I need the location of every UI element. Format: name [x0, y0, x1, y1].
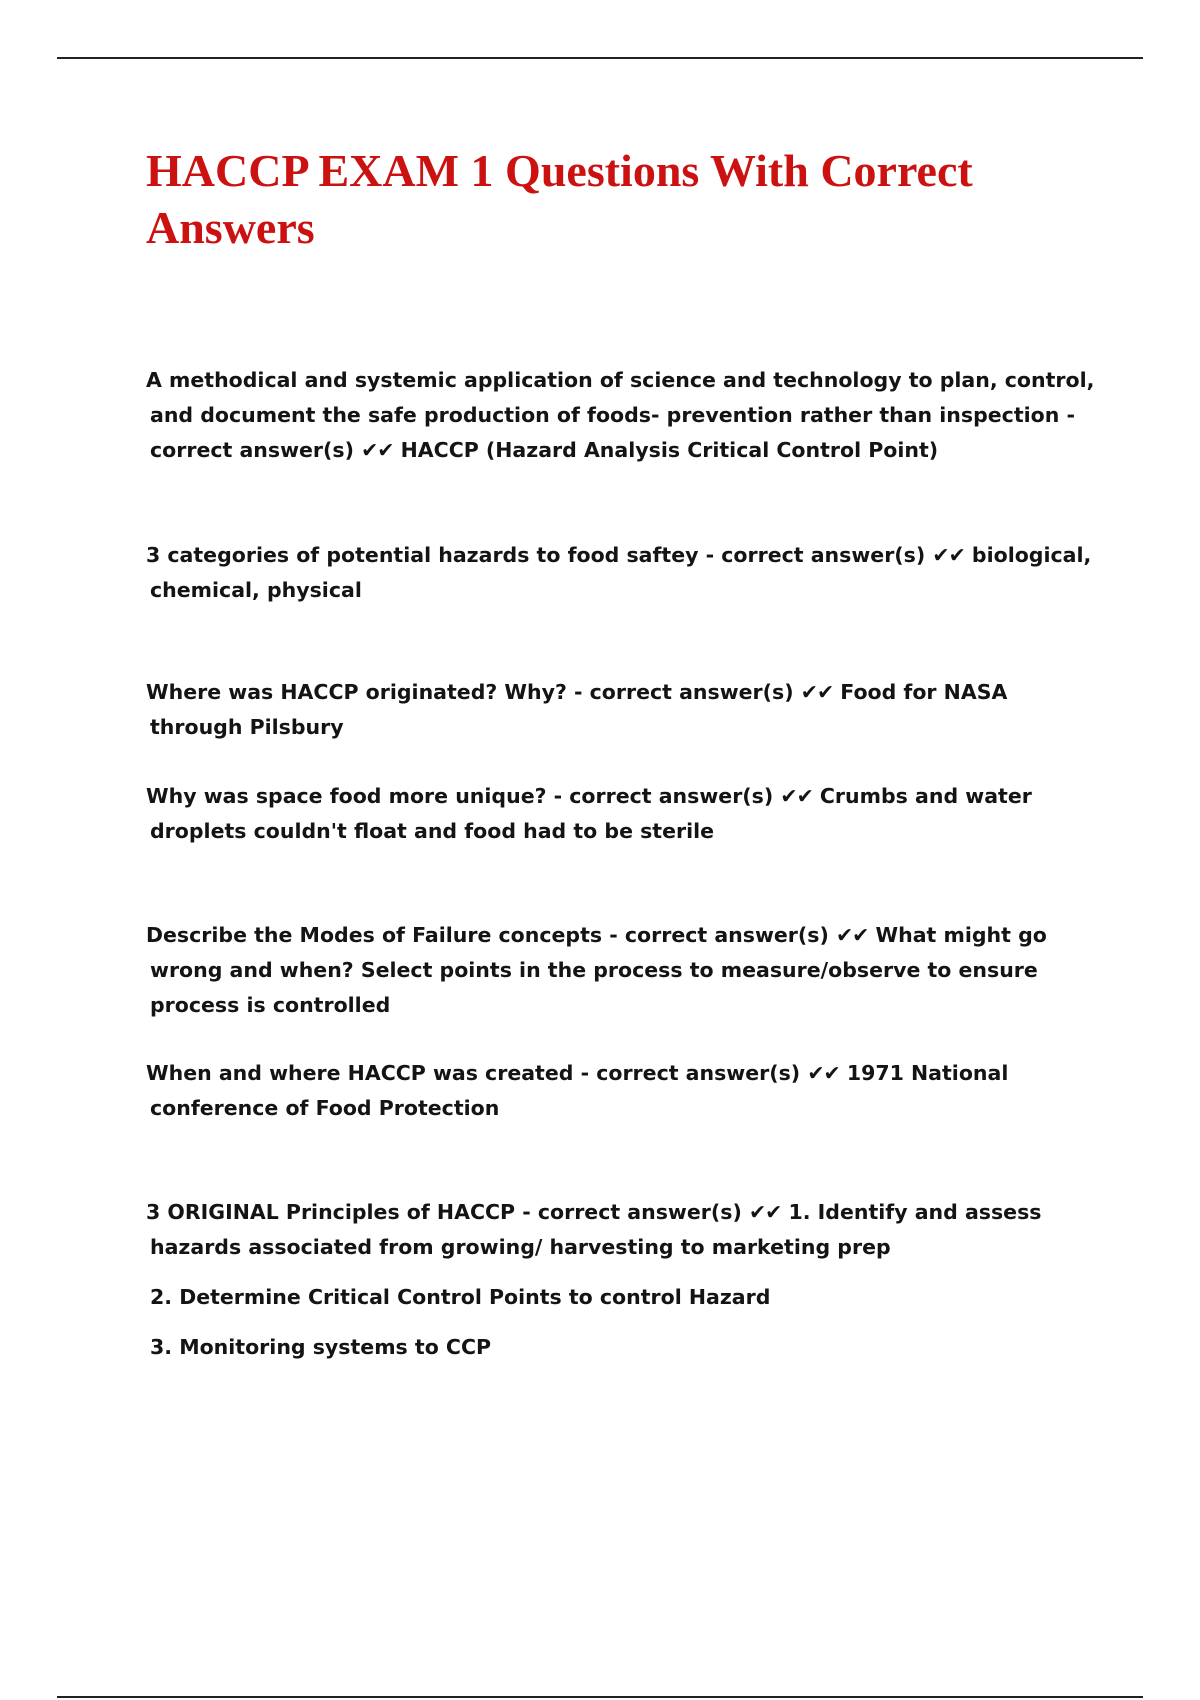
check-mark-icon: ✔✔ — [748, 1200, 782, 1224]
bottom-rule — [57, 1696, 1143, 1698]
answer-text: Crumbs and water droplets couldn't float and food had to be sterile — [150, 784, 1032, 843]
question-text: Where was HACCP originated? Why? - correct answer(s) — [146, 680, 794, 704]
check-mark-icon: ✔✔ — [807, 1061, 840, 1085]
qa-item-6 — [146, 1056, 1100, 1126]
answer-text: Food for NASA through Pilsbury — [150, 680, 1008, 739]
question-text: Why was space food more unique? - correct answer(s) — [146, 784, 774, 808]
question-text: Describe the Modes of Failure concepts - correct answer(s) — [146, 923, 829, 947]
qa-item-5 — [146, 918, 1100, 1023]
qa-item-3 — [146, 675, 1100, 745]
question-text: When and where HACCP was created - correct answer(s) — [146, 1061, 801, 1085]
qa-item-4 — [146, 779, 1100, 849]
qa-item-7 — [146, 1195, 1100, 1265]
question-text: A methodical and systemic application of science and technology to plan, control, and document the safe production of foods- prevention rather than inspection - correct answer(s) — [146, 368, 1095, 462]
check-mark-icon: ✔✔ — [361, 438, 394, 462]
question-text: 3 categories of potential hazards to food saftey - correct answer(s) — [146, 543, 926, 567]
top-rule — [57, 57, 1143, 59]
question-text: 3 ORIGINAL Principles of HACCP - correct answer(s) — [146, 1200, 742, 1224]
answer-text: 1971 National conference of Food Protection — [150, 1061, 1009, 1120]
check-mark-icon: ✔✔ — [800, 680, 834, 704]
qa-item-2 — [146, 538, 1100, 608]
principle-line-2: 2. Determine Critical Control Points to control Hazard — [150, 1285, 771, 1309]
answer-text: HACCP (Hazard Analysis Critical Control Point) — [400, 438, 939, 462]
qa-item-1 — [146, 363, 1100, 468]
answer-text: 1. Identify and assess hazards associated from growing/ harvesting to marketing prep — [150, 1200, 1042, 1259]
check-mark-icon: ✔✔ — [932, 543, 965, 567]
check-mark-icon: ✔✔ — [836, 923, 869, 947]
check-mark-icon: ✔✔ — [780, 784, 813, 808]
page-title: HACCP EXAM 1 Questions With Correct Answers — [146, 145, 973, 253]
answer-text: biological, chemical, physical — [150, 543, 1092, 602]
answer-text: What might go wrong and when? Select points in the process to measure/observe to ensure process is controlled — [150, 923, 1047, 1017]
principle-line-3: 3. Monitoring systems to CCP — [150, 1335, 492, 1359]
